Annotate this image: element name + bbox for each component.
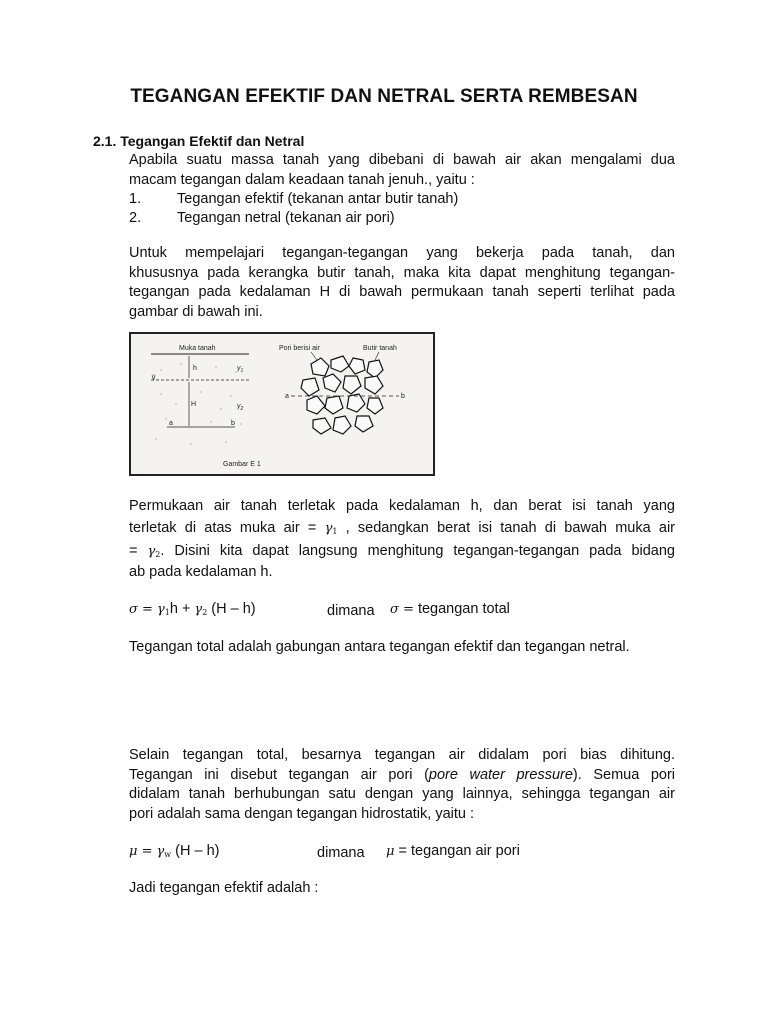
figure-e1 xyxy=(129,332,435,476)
list-number: 1. xyxy=(129,191,142,207)
sigma-definition xyxy=(390,601,510,617)
gamma1-symbol: $\gamma_1$ xyxy=(324,521,338,536)
section-heading: 2.1. Tegangan Efektif dan Netral xyxy=(93,133,305,149)
intro-paragraph xyxy=(129,151,675,190)
paragraph-line: Untuk mempelajari tegangan-tegangan yang bekerja pada tanah, dan xyxy=(129,245,675,261)
list-item xyxy=(129,190,458,210)
equation-text: (H – h) xyxy=(207,601,256,617)
paragraph-line: gambar di bawah ini. xyxy=(129,303,263,320)
paragraph-line: tegangan pada kedalaman H di bawah permukaan tanah seperti terlihat pada xyxy=(129,284,675,300)
label-muka-tanah: Muka tanah xyxy=(179,345,216,352)
sigma-symbol: σ = xyxy=(129,602,153,617)
page-title: TEGANGAN EFEKTIF DAN NETRAL SERTA REMBESAN xyxy=(130,86,638,107)
paragraph-line: ab pada kedalaman h. xyxy=(129,564,273,580)
pore-pressure-equation xyxy=(129,843,220,859)
line-text: ). Semua pori xyxy=(572,766,676,783)
paragraph-line: pori adalah sama dengan tegangan hidrostatik, yaitu : xyxy=(129,805,475,822)
paragraph-line: didalam tanah berhubungan satu dengan yang lainnya, sehingga tegangan air xyxy=(129,786,675,802)
pore-pressure-paragraph xyxy=(129,746,675,824)
total-stress-equation xyxy=(129,601,256,617)
line-text: , sedangkan berat isi tanah di bawah muka air xyxy=(337,520,675,536)
gamma2-symbol: $\gamma_2$ xyxy=(147,544,161,559)
explanation-paragraph xyxy=(129,244,675,322)
paragraph-line: Selain tegangan total, besarnya tegangan air didalam pori bias dihitung. xyxy=(129,747,675,763)
grain-label-a: a xyxy=(285,393,289,400)
effective-stress-intro: Jadi tegangan efektif adalah : xyxy=(129,880,319,896)
soil-dots xyxy=(155,363,241,444)
line-text: Tegangan ini disebut tegangan air pori ( xyxy=(129,766,429,783)
gamma1-symbol: $\gamma_1$ xyxy=(156,602,170,617)
water-table-paragraph xyxy=(129,496,675,516)
dimana-label: dimana xyxy=(317,845,365,861)
label-h: h xyxy=(193,365,197,372)
paragraph-line: Permukaan air tanah terletak pada kedalaman h, dan berat isi tanah yang xyxy=(129,498,675,514)
gamma2-symbol: $\gamma_2$ xyxy=(194,602,208,617)
grain-label-b: b xyxy=(401,393,405,400)
dimana-label: dimana xyxy=(327,603,375,619)
list-text: Tegangan efektif (tekanan antar butir tanah) xyxy=(177,191,459,207)
mu-symbol: μ = xyxy=(129,844,153,859)
figure-caption: Gambar E 1 xyxy=(223,461,261,468)
equation-text: h + xyxy=(169,601,195,617)
water-table-paragraph-line4 xyxy=(129,563,675,583)
definition-text: = tegangan air pori xyxy=(394,843,520,859)
equation-text: (H – h) xyxy=(171,843,220,859)
intro-line: macam tegangan dalam keadaan tanah jenuh., yaitu : xyxy=(129,171,475,188)
label-pori-berisi-air: Pori berisi air xyxy=(279,345,320,352)
sigma-symbol: σ = xyxy=(390,602,414,617)
line-text: terletak di atas muka air = xyxy=(129,520,325,536)
soil-grains xyxy=(301,356,383,434)
line-text: = xyxy=(129,543,148,559)
label-butir-tanah: Butir tanah xyxy=(363,345,397,352)
water-table-symbol: ⊽ xyxy=(151,375,157,382)
label-gamma2: $\gamma_2$ xyxy=(237,403,244,412)
paragraph-line: khususnya pada kerangka butir tanah, maka kita dapat menghitung tegangan- xyxy=(129,264,675,281)
mu-definition xyxy=(386,843,520,859)
mu-symbol: μ xyxy=(386,844,395,859)
label-gamma1: $\gamma_1$ xyxy=(237,365,244,374)
intro-line: Apabila suatu massa tanah yang dibebani di bawah air akan mengalami dua xyxy=(129,152,675,168)
line-text: . Disini kita dapat langsung menghitung tegangan-tegangan pada bidang xyxy=(160,543,675,559)
definition-text: tegangan total xyxy=(417,601,510,617)
italic-term: pore water pressure xyxy=(428,766,573,783)
label-H: H xyxy=(191,401,197,408)
label-b: b xyxy=(231,420,235,427)
figure-drawing xyxy=(131,334,433,474)
gamma-w-symbol: $\gamma_w$ xyxy=(156,844,172,859)
list-number: 2. xyxy=(129,210,142,226)
total-stress-paragraph: Tegangan total adalah gabungan antara tegangan efektif dan tegangan netral. xyxy=(129,639,630,655)
list-item xyxy=(129,209,395,229)
water-table-paragraph-line2 xyxy=(129,519,675,542)
list-text: Tegangan netral (tekanan air pori) xyxy=(177,210,395,226)
label-a: a xyxy=(169,420,173,427)
water-table-paragraph-line3 xyxy=(129,542,675,565)
